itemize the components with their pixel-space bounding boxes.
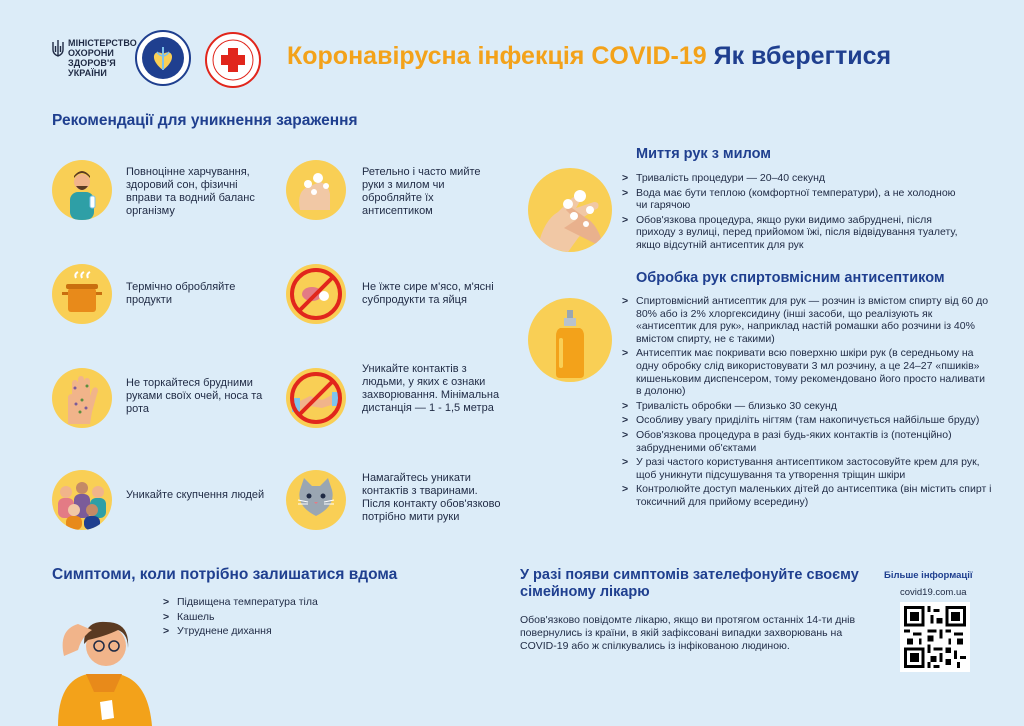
handwashing-list [622,172,962,254]
cooking-pot-icon [52,264,112,324]
list-item: > Кашель [163,611,383,624]
dirty-hand-icon [52,368,112,428]
rec-text-7: Уникайте скупчення людей [126,489,265,501]
antiseptic-list [622,295,992,511]
rec-text-4: Не їжте сире м'ясо, м'ясні субпродукти та яйця [362,281,494,306]
more-info-label: Більше інформації [884,570,973,581]
rec-text-3: Термічно обробляйте продукти [126,281,236,306]
rec-text-8: Намагайтесь уникати контактів з тваринами. Після контакту обов'язково потрібно мити руки [362,472,501,523]
rec-text-5: Не торкайтеся брудними руками своїх очей, носа та рота [126,377,263,415]
no-raw-meat-icon [286,264,346,324]
handwashing-title: Миття рук з милом [636,146,771,162]
vaccine-emblem-logo [135,30,191,86]
list-item: > Особливу увагу приділіть нігтям (там накопичується найбільше бруду) [622,414,992,427]
sick-woman-illustration [48,600,160,726]
call-doctor-text: Обов'язково повідомте лікарю, якщо ви протягом останніх 14-ти днів повернулись із країни, в якій зафіксовані випадки захворювань на COVID-19 або ж спілкувались із інфікованою людиною. [520,614,856,652]
washing-hands-icon [528,168,612,252]
symptoms-title: Симптоми, коли потрібно залишатися вдома [52,566,398,583]
list-item: > Підвищена температура тіла [163,596,383,609]
qr-code-icon [904,606,966,668]
list-item: > Обов'язкова процедура, якщо руки видимо забруднені, після приходу з вулиці, перед прийомом їжі, після відвідування туалету, якщо відсутній антисептик для рук [622,214,962,252]
more-info-link[interactable]: covid19.com.ua [900,587,967,598]
recommendations-title: Рекомендації для уникнення зараження [52,112,358,129]
list-item: > У разі частого користування антисептиком застосовуйте крем для рук, щоб уникнути підсушування та утворення тріщин шкіри [622,456,992,481]
cat-icon [286,470,346,530]
list-item: > Обов'язкова процедура в разі будь-яких контактів із (потенційно) забрудненими об'єктами [622,429,992,454]
list-item: > Антисептик має покривати всю поверхню шкіри рук (в середньому на одну обробку слід використовувати 3 мл розчину, а це 24–27 «пшиків» кишеньковим диспенсером, тому рекомендовано його просто наливати в долоню) [622,347,992,397]
ministry-name: МІНІСТЕРСТВО ОХОРОНИ ЗДОРОВ'Я УКРАЇНИ [68,38,137,78]
hand-soap-icon [286,160,346,220]
list-item: > Контролюйте доступ маленьких дітей до антисептика (він містить спирт і токсичний для прийому всередину) [622,483,992,508]
page-title [287,42,891,71]
symptoms-list [163,596,383,640]
antiseptic-title: Обробка рук спиртовмісним антисептиком [636,270,945,286]
red-cross-logo [205,32,261,88]
healthy-lifestyle-icon [52,160,112,220]
call-doctor-title: У разі появи симптомів зателефонуйте своєму сімейному лікарю [520,567,859,600]
qr-code[interactable] [900,602,970,672]
list-item: > Вода має бути теплою (комфортної температури), а не холодною чи гарячою [622,187,962,212]
ministry-logo [52,38,137,88]
rec-text-2: Ретельно і часто мийте руки з милом чи обробляйте їх антисептиком [362,166,481,217]
title-main: Коронавірусна інфекція COVID-19 [287,42,707,70]
no-handshake-icon [286,368,346,428]
crowd-icon [52,470,112,530]
list-item: > Тривалість процедури — 20–40 секунд [622,172,962,185]
rec-text-1: Повноцінне харчування, здоровий сон, фізичні вправи та водний баланс організму [126,166,255,217]
rec-text-6: Уникайте контактів з людьми, у яких є ознаки захворювання. Мінімальна дистанція — 1 - 1,5 метра [362,363,500,414]
title-accent: Як вберегтися [713,42,892,70]
trident-icon [52,40,64,58]
list-item: > Утруднене дихання [163,625,383,638]
list-item: > Спиртовмісний антисептик для рук — розчин із вмістом спирту від 60 до 80% або із 2% хлоргексидину (інші засоби, що реалізують як «антисептик для рук», наприклад настій ромашки або розчини із 40% вмістом спирту, не є такими) [622,295,992,345]
list-item: > Тривалість обробки — близько 30 секунд [622,400,992,413]
antiseptic-bottle-icon [528,298,612,382]
